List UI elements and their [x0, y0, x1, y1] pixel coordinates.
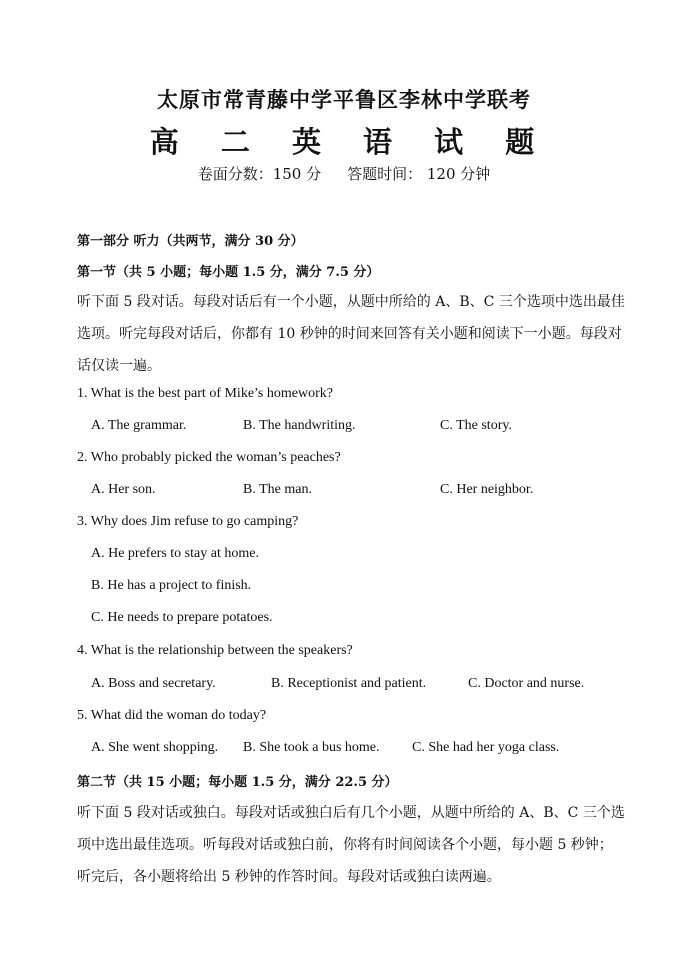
score-info: 卷面分数：150 分 — [197, 165, 322, 183]
question-2-option-b: B. The man. — [243, 482, 312, 497]
section1-heading: 第一节（共 5 小题；每小题 1.5 分，满分 7.5 分） — [77, 265, 380, 280]
exam-meta — [0, 163, 688, 184]
section2-instruction-line: 项中选出最佳选项。听每段对话或独白前，你将有时间阅读各个小题，每小题 5 秒钟； — [77, 837, 613, 853]
part1-heading: 第一部分 听力（共两节，满分 30 分） — [77, 234, 304, 249]
exam-title: 高 二 英 语 试 题 — [149, 125, 551, 159]
question-5: 5. What did the woman do today? — [77, 708, 267, 723]
section1-instruction-line: 话仅读一遍。 — [77, 358, 161, 374]
question-3-option-c: C. He needs to prepare potatoes. — [91, 610, 273, 625]
question-3: 3. Why does Jim refuse to go camping? — [77, 514, 299, 529]
question-2: 2. Who probably picked the woman’s peaches? — [77, 450, 341, 465]
section1-instruction-line: 听下面 5 段对话。每段对话后有一个小题，从题中所给的 A、B、C 三个选项中选出最佳 — [77, 294, 625, 310]
question-2-option-c: C. Her neighbor. — [440, 482, 534, 497]
section2-heading: 第二节（共 15 小题；每小题 1.5 分，满分 22.5 分） — [77, 775, 398, 790]
question-3-option-b: B. He has a project to finish. — [91, 578, 252, 593]
question-1: 1. What is the best part of Mike’s homework? — [77, 386, 333, 401]
question-5-option-c: C. She had her yoga class. — [412, 740, 560, 755]
question-3-option-a: A. He prefers to stay at home. — [91, 546, 259, 561]
school-title: 太原市常青藤中学平鲁区李林中学联考 — [157, 87, 531, 112]
question-4-option-a: A. Boss and secretary. — [91, 676, 216, 691]
question-1-option-b: B. The handwriting. — [243, 418, 356, 433]
question-2-option-a: A. Her son. — [91, 482, 156, 497]
question-4: 4. What is the relationship between the speakers? — [77, 643, 353, 658]
section2-instruction-line: 听下面 5 段对话或独白。每段对话或独白后有几个小题，从题中所给的 A、B、C 三个选 — [77, 805, 625, 821]
question-5-option-a: A. She went shopping. — [91, 740, 219, 755]
question-5-option-b: B. She took a bus home. — [243, 740, 380, 755]
question-1-option-c: C. The story. — [440, 418, 512, 433]
time-info: 答题时间： 120 分钟 — [347, 165, 491, 183]
question-1-option-a: A. The grammar. — [91, 418, 187, 433]
section2-instruction-line: 听完后，各小题将给出 5 秒钟的作答时间。每段对话或独白读两遍。 — [77, 869, 501, 885]
section1-instruction-line: 选项。听完每段对话后，你都有 10 秒钟的时间来回答有关小题和阅读下一小题。每段对 — [77, 326, 622, 342]
question-4-option-c: C. Doctor and nurse. — [468, 676, 585, 691]
question-4-option-b: B. Receptionist and patient. — [271, 676, 427, 691]
